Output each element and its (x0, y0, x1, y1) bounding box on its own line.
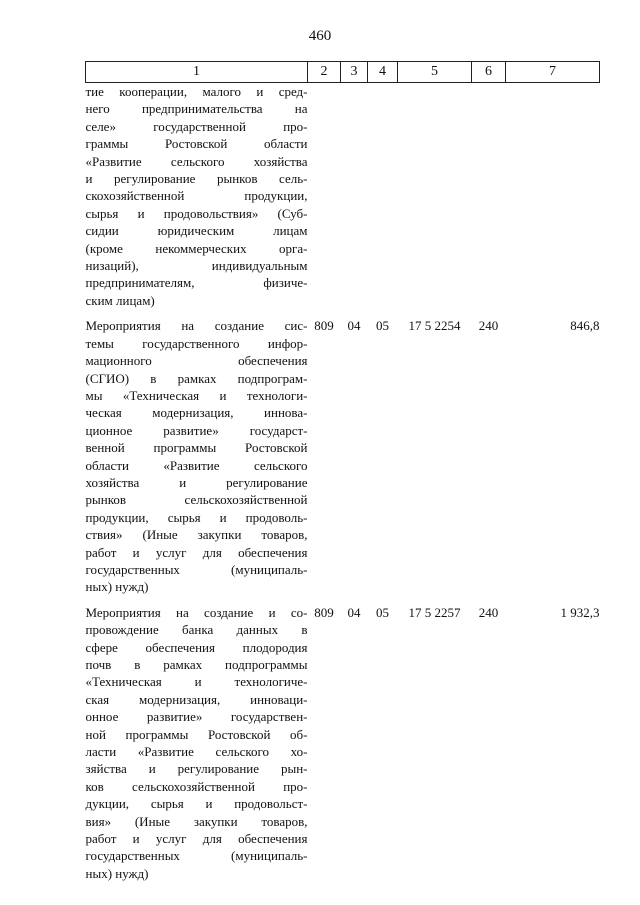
description-line: ной программы Ростовской об- (85, 726, 308, 742)
description-line: предпринимателям, физиче- (85, 275, 308, 291)
description-line: ных) нужд) (85, 579, 149, 595)
description-line: тие кооперации, малого и сред- (85, 84, 308, 99)
target-article-code: 17 5 2257 (408, 604, 461, 620)
description-line: темы государственного инфор- (85, 335, 308, 351)
description-line: скохозяйственной продукции, (85, 188, 308, 204)
description-line: Мероприятия на создание сис- (85, 318, 308, 334)
description-line: сырья и продовольствия» (Суб- (85, 205, 308, 221)
subsection-code (368, 83, 398, 310)
description-line: ческая модернизация, иннова- (85, 405, 308, 421)
column-header-6: 6 (472, 62, 506, 83)
description-line: вия» (Иные закупки товаров, (85, 813, 308, 829)
subsection-code: 05 (376, 318, 389, 334)
expense-type-code (472, 83, 506, 310)
description-line: него предпринимательства на (85, 101, 308, 117)
section-code (341, 83, 368, 310)
subsection-code: 05 (376, 604, 389, 620)
description-line: венной программы Ростовской (85, 440, 308, 456)
column-header-3: 3 (341, 62, 368, 83)
page-number: 460 (308, 28, 332, 44)
description-line: ков сельскохозяйственной про- (85, 778, 308, 794)
description-line: мы «Техническая и технологи- (85, 387, 308, 403)
amount-value: 846,8 (570, 318, 600, 334)
amount-value: 1 932,3 (560, 604, 600, 620)
ministry-code: 809 (314, 604, 334, 620)
column-header-4: 4 (368, 62, 398, 83)
expense-type-code: 240 (478, 604, 499, 620)
description-line: сидии юридическим лицам (85, 223, 308, 239)
description-line: «Техническая и технологиче- (85, 674, 308, 690)
target-article-code (398, 83, 472, 310)
description-line: низаций), индивидуальным (85, 258, 308, 274)
description-line: провождение банка данных в (85, 622, 308, 638)
description-line: ных) нужд) (85, 865, 149, 881)
ministry-code: 809 (314, 318, 334, 334)
column-header-1: 1 (86, 62, 308, 83)
description-line: (кроме некоммерческих орга- (85, 240, 308, 256)
table-row (86, 596, 600, 883)
description-line: ская модернизация, инноваци- (85, 691, 308, 707)
description-line: продукции, сырья и продоволь- (85, 509, 308, 525)
description-line: хозяйства и регулирование (85, 474, 308, 490)
column-header-7: 7 (506, 62, 600, 83)
row-description (86, 309, 308, 596)
budget-table (85, 61, 600, 882)
description-line: «Развитие сельского хозяйства (85, 153, 308, 169)
description-line: (СГИО) в рамках подпрограм- (85, 370, 308, 386)
amount-value (506, 83, 600, 310)
description-line: работ и услуг для обеспечения (85, 544, 308, 560)
description-line: дукции, сырья и продовольст- (85, 796, 308, 812)
column-header-5: 5 (398, 62, 472, 83)
description-line: граммы Ростовской области (85, 136, 308, 152)
description-line: зяйства и регулирование рын- (85, 761, 308, 777)
description-line: рынков сельскохозяйственной (85, 492, 308, 508)
description-line: онное развитие» государствен- (85, 709, 308, 725)
ministry-code (308, 83, 341, 310)
row-description (86, 83, 308, 310)
description-line: ствия» (Иные закупки товаров, (85, 527, 308, 543)
section-code: 04 (347, 318, 361, 334)
description-line: государственных (муниципаль- (85, 561, 308, 577)
description-line: почв в рамках подпрограммы (85, 657, 308, 672)
target-article-code: 17 5 2254 (408, 318, 461, 334)
table-row (86, 83, 600, 310)
expense-type-code: 240 (478, 318, 499, 334)
description-line: селе» государственной про- (85, 118, 308, 134)
description-line: ционное развитие» государст- (85, 422, 308, 438)
description-line: и регулирование рынков сель- (85, 171, 308, 187)
description-line: области «Развитие сельского (85, 457, 308, 473)
description-line: ласти «Развитие сельского хо- (85, 744, 308, 760)
table-row (86, 309, 600, 596)
description-line: ским лицам) (85, 292, 155, 308)
description-line: Мероприятия на создание и со- (85, 604, 308, 620)
description-line: сфере обеспечения плодородия (85, 639, 308, 655)
description-line: государственных (муниципаль- (85, 848, 308, 864)
column-header-2: 2 (308, 62, 341, 83)
description-line: работ и услуг для обеспечения (85, 831, 308, 847)
section-code: 04 (347, 604, 361, 620)
row-description (86, 596, 308, 883)
table-header-row (86, 62, 600, 83)
description-line: мационного обеспечения (85, 353, 308, 369)
